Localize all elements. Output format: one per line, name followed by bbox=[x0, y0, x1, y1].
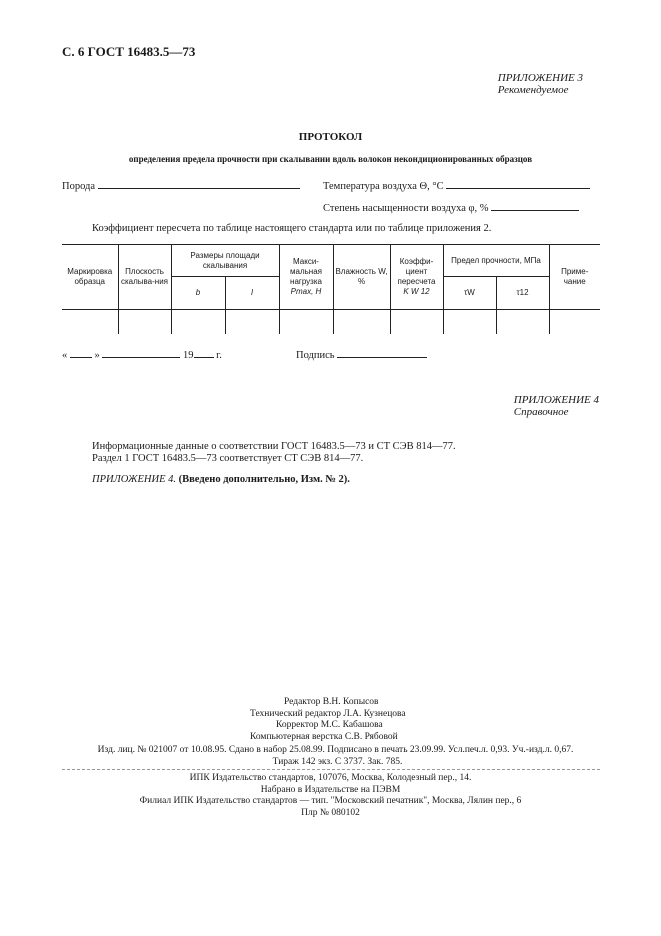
signature-field bbox=[296, 346, 427, 361]
imprint-branch: Филиал ИПК Издательство стандартов — тип. "Московский печатник", Москва, Лялин пер., 6 bbox=[139, 796, 522, 806]
col-coef-label: Коэффи-циент пересчета bbox=[397, 257, 436, 286]
table-cell bbox=[118, 310, 171, 335]
saturation-line bbox=[491, 199, 579, 211]
imprint-typeset: Набрано в Издательстве на ПЭВМ bbox=[260, 784, 401, 795]
protocol-table bbox=[62, 244, 600, 334]
info-line-1: Информационные данные о соответствии ГОСТ 16483.5—73 и СТ СЭВ 814—77. bbox=[92, 441, 456, 452]
temperature-label: Температура воздуха Θ, °С bbox=[323, 181, 444, 192]
date-quote-close: » bbox=[94, 350, 100, 361]
protocol-subtitle: определения предела прочности при скалывании вдоль волокон некондиционированных образцов bbox=[128, 154, 533, 164]
appendix3-block bbox=[498, 72, 583, 96]
col-strength: Предел прочности, МПа bbox=[443, 245, 549, 277]
imprint-publisher-block bbox=[0, 773, 661, 819]
imprint-corrector: Корректор М.С. Кабашова bbox=[276, 720, 383, 730]
table-row bbox=[62, 310, 600, 335]
col-load-symbol: Pmax, Н bbox=[290, 287, 322, 296]
signature-line bbox=[337, 346, 427, 358]
col-tau-w: τW bbox=[443, 277, 496, 310]
appendix3-label: ПРИЛОЖЕНИЕ 3 bbox=[497, 72, 583, 84]
page-header: С. 6 ГОСТ 16483.5—73 bbox=[62, 44, 196, 59]
amendment-note bbox=[92, 474, 350, 485]
amendment-text: (Введено дополнительно, Изм. № 2). bbox=[178, 474, 350, 485]
species-field bbox=[62, 177, 300, 192]
col-l: l bbox=[225, 277, 279, 310]
year-line bbox=[194, 346, 214, 358]
saturation-field bbox=[323, 199, 579, 214]
year-prefix: 19 bbox=[183, 350, 194, 361]
imprint-publisher: ИПК Издательство стандартов, 107076, Москва, Колодезный пер., 14. bbox=[189, 773, 472, 783]
amendment-label: ПРИЛОЖЕНИЕ 4. bbox=[92, 474, 176, 485]
info-line-2: Раздел 1 ГОСТ 16483.5—73 соответствует СТ СЭВ 814—77. bbox=[92, 453, 364, 464]
col-b: b bbox=[171, 277, 225, 310]
imprint-license: Изд. лиц. № 021007 от 10.08.95. Сдано в набор 25.08.99. Подписано в печать 23.09.99. Усл.печ.л. 0,93. Уч.-изд.л. 0,67. bbox=[97, 745, 574, 755]
col-marking: Маркировка образца bbox=[62, 245, 118, 310]
protocol-title: ПРОТОКОЛ bbox=[298, 131, 363, 143]
table-cell bbox=[171, 310, 225, 335]
col-tau-12: τ12 bbox=[496, 277, 549, 310]
imprint-credits bbox=[250, 697, 406, 743]
table-cell bbox=[390, 310, 443, 335]
col-plane: Плоскость скалыва-ния bbox=[118, 245, 171, 310]
date-field bbox=[62, 346, 222, 361]
appendix4-status: Справочное bbox=[513, 406, 569, 418]
imprint-layout: Компьютерная верстка С.В. Рябовой bbox=[250, 731, 398, 742]
col-sizes: Размеры площади скалывания bbox=[171, 245, 279, 277]
appendix4-info bbox=[92, 441, 456, 465]
imprint-print-data bbox=[0, 745, 661, 768]
col-note: Приме-чание bbox=[549, 245, 600, 310]
imprint-tech-editor: Технический редактор Л.А. Кузнецова bbox=[250, 708, 406, 719]
coef-note: Коэффициент пересчета по таблице настоящего стандарта или по таблице приложения 2. bbox=[92, 223, 492, 234]
table-cell bbox=[496, 310, 549, 335]
table-cell bbox=[225, 310, 279, 335]
species-line bbox=[98, 177, 300, 189]
col-load bbox=[279, 245, 333, 310]
col-coef-symbol: K W 12 bbox=[403, 287, 430, 296]
table-cell bbox=[333, 310, 390, 335]
date-quote-open: « bbox=[62, 350, 68, 361]
table-cell bbox=[279, 310, 333, 335]
imprint-circulation: Тираж 142 экз. С 3737. Зак. 785. bbox=[272, 756, 403, 767]
col-load-label: Макси-мальная нагрузка bbox=[290, 257, 322, 286]
appendix4-label: ПРИЛОЖЕНИЕ 4 bbox=[513, 394, 599, 406]
imprint-plr: Плр № 080102 bbox=[301, 807, 360, 818]
species-label: Порода bbox=[62, 181, 96, 192]
signature-label: Подпись bbox=[296, 350, 335, 361]
appendix3-status: Рекомендуемое bbox=[497, 84, 569, 96]
temperature-line bbox=[446, 177, 590, 189]
temperature-field bbox=[323, 177, 590, 192]
day-line bbox=[70, 346, 92, 358]
col-moisture: Влажность W, % bbox=[333, 245, 390, 310]
table-cell bbox=[549, 310, 600, 335]
appendix4-block bbox=[514, 394, 599, 418]
month-line bbox=[102, 346, 180, 358]
saturation-label: Степень насыщенности воздуха φ, % bbox=[323, 203, 489, 214]
table-cell bbox=[443, 310, 496, 335]
year-suffix: г. bbox=[216, 350, 222, 361]
imprint-editor: Редактор В.Н. Копысов bbox=[284, 697, 379, 707]
table-cell bbox=[62, 310, 118, 335]
imprint-divider bbox=[62, 769, 600, 770]
col-coef bbox=[390, 245, 443, 310]
